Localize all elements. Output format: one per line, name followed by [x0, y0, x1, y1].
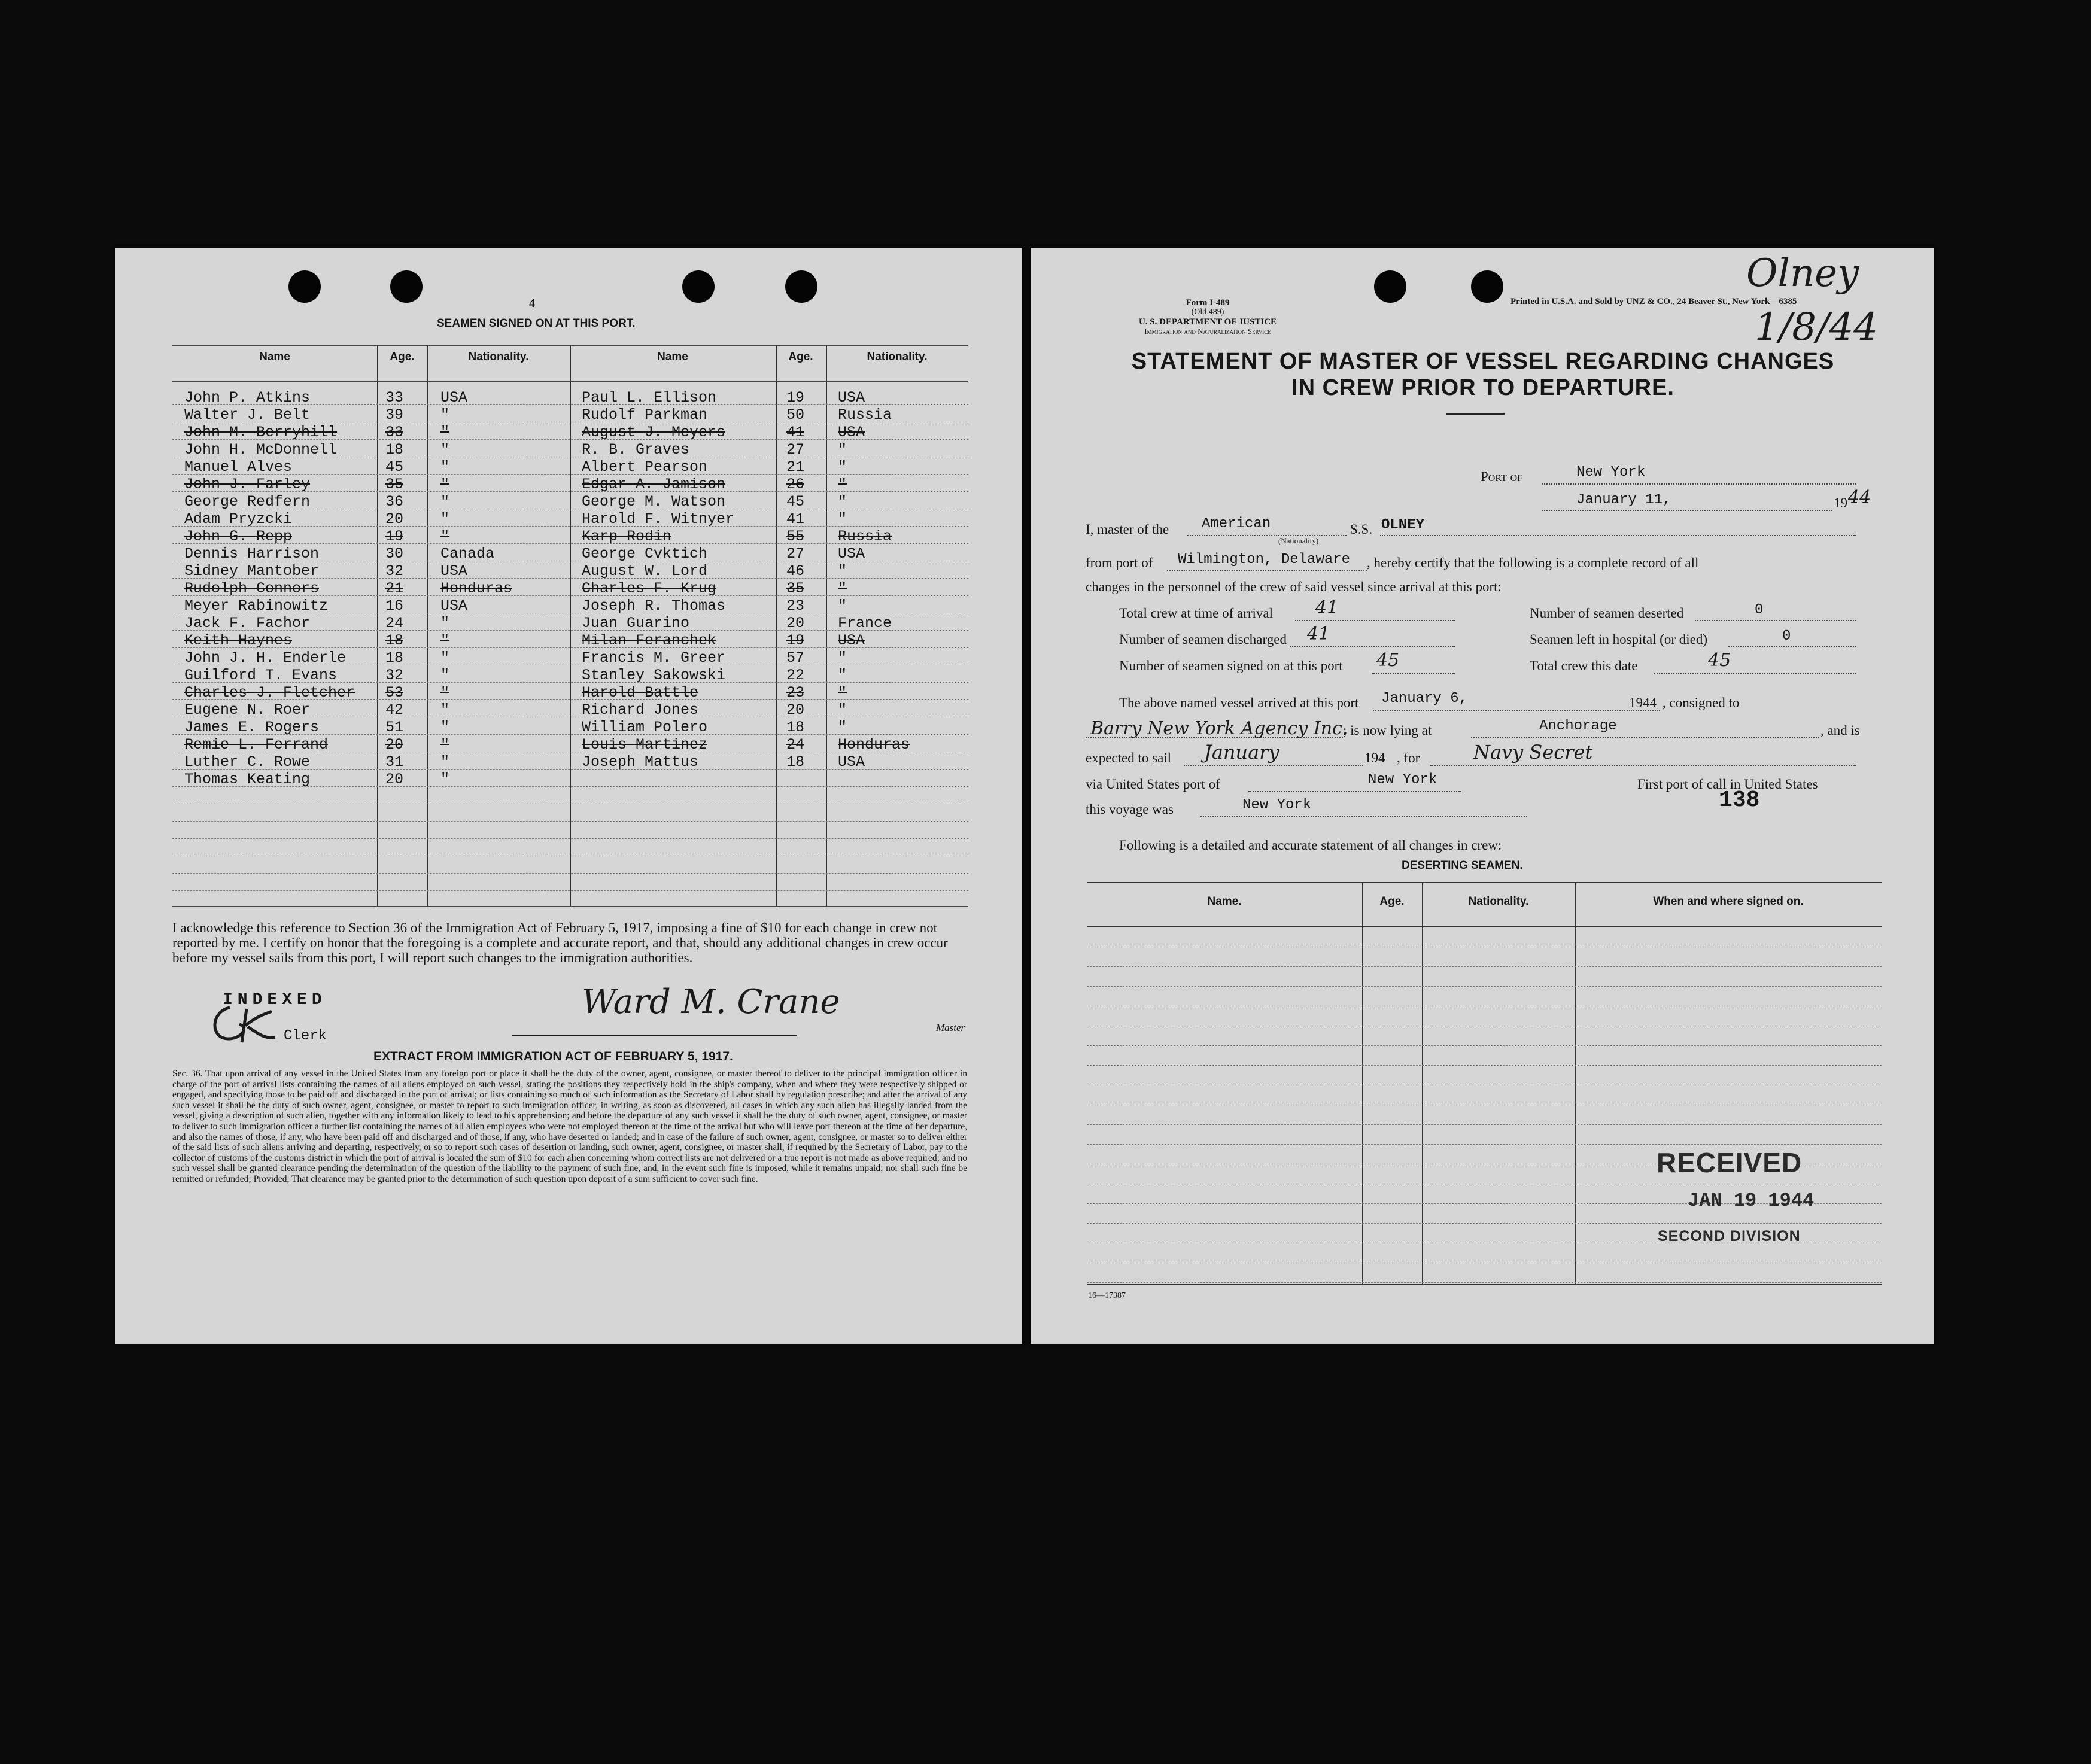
extract-heading: EXTRACT FROM IMMIGRATION ACT OF FEBRUARY 5, 1917. — [373, 1050, 733, 1063]
hospital-value: 0 — [1782, 628, 1791, 644]
section-36-text: Sec. 36. That upon arrival of any vessel in the United States from any foreign port or place it shall be the duty of the owner, agent, consignee, or master thereof to deliver to the principal immigration officer in charge of the port of arrival lists containing the names of all aliens employed on such vessel, stating the positions they respectively hold in the ship's company, when and where they were respectively shipped or engaged, and specifying those to be paid off and discharged in the port of arrival; or lists containing so much of such information as the Secretary of Labor shall by regulation prescribe; and after the arrival of any such vessel it shall be the duty of such owner, agent, consignee, or master to report to such immigration officer, in writing, as soon as discovered, all cases in which any such alien has illegally landed from the vessel, giving a description of such alien, together with any information likely to lead to his apprehension; and before the departure of any such vessel it shall be the duty of such owner, agent, consignee, or master to deliver to such immigration officer a further list containing the names of all alien employees who were not employed thereon at the time of the arrival but who will leave port thereon at the time of her departure, and also the names of those, if any, who have been paid off and discharged and of those, if any, who have deserted or landed; and in case of the failure of such owner, agent, consignee, or master so to deliver either of the said lists of such aliens arriving and departing, respectively, or so to report such cases of desertion or landing, such owner, agent, consignee, or master shall, if required by the Secretary of Labor, pay to the collector of customs of the customs district in which the port of arrival is located the sum of $10 for each alien concerning whom correct lists are not delivered or a true report is not made as above required; and no such vessel shall be granted clearance pending the determination of the question of the liability to the payment of such fine, and, in the event such fine is imposed, while it remains unpaid; nor shall such fine be remitted or refunded; Provided, That clearance may be granted prior to the determination of such question upon deposit of a sum sufficient to cover such fine. — [172, 1069, 967, 1184]
seaman-name: John J. H. Enderle — [184, 649, 347, 667]
seaman-nationality: " — [440, 424, 450, 441]
master-label: Master — [936, 1022, 965, 1033]
seaman-name: James E. Rogers — [184, 719, 320, 736]
col-name: Name — [259, 351, 290, 363]
via-label: via United States port of — [1086, 777, 1220, 792]
received-stamp: RECEIVED — [1657, 1147, 1803, 1178]
seaman-age: 21 — [385, 580, 404, 597]
seaman-name: Remie L. Ferrand — [184, 736, 329, 753]
seaman-age: 36 — [385, 493, 404, 510]
consigned-label: , consigned to — [1663, 695, 1740, 710]
seaman-nationality: " — [440, 684, 450, 701]
form-title-line1: STATEMENT OF MASTER OF VESSEL REGARDING CHANGES — [1131, 349, 1835, 374]
clerk-label: Clerk — [284, 1028, 327, 1044]
seaman-nationality: " — [440, 667, 450, 684]
deserted-label: Number of seamen deserted — [1530, 606, 1684, 621]
seaman-nationality: " — [440, 632, 450, 649]
seaman-name: Joseph R. Thomas — [582, 597, 726, 615]
seaman-age: 21 — [786, 458, 805, 476]
following-text: Following is a detailed and accurate statement of all changes in crew: — [1119, 838, 1502, 853]
voyage-label: this voyage was — [1086, 802, 1174, 817]
seaman-age: 18 — [385, 649, 404, 667]
seaman-nationality: " — [440, 441, 450, 458]
date-value: January 11, — [1576, 492, 1671, 508]
seaman-name: George Redfern — [184, 493, 311, 510]
seaman-name: Albert Pearson — [582, 458, 708, 476]
year-value: 44 — [1848, 487, 1871, 508]
seamen-signed-table — [172, 345, 968, 906]
seaman-age: 45 — [385, 458, 404, 476]
seaman-name: Charles F. Krug — [582, 580, 717, 597]
ss-label: S.S. — [1350, 522, 1373, 537]
lying-value: Anchorage — [1539, 718, 1617, 734]
handwritten-ship-name: Olney — [1746, 251, 1859, 296]
seaman-nationality: USA — [838, 545, 865, 562]
total-date-value: 45 — [1708, 650, 1731, 671]
seaman-age: 20 — [786, 701, 805, 719]
printer-line: Printed in U.S.A. and Sold by UNZ & CO., 24 Beaver St., New York—6385 — [1510, 297, 1797, 306]
lying-label: ; is now lying at — [1343, 723, 1432, 738]
from-port-label: from port of — [1086, 555, 1153, 570]
seaman-age: 20 — [385, 771, 404, 788]
ship-name: OLNEY — [1381, 517, 1425, 533]
seaman-name: Charles J. Fletcher — [184, 684, 355, 701]
seaman-nationality: USA — [838, 389, 865, 406]
form-title-line2: IN CREW PRIOR TO DEPARTURE. — [1291, 375, 1674, 400]
punch-hole — [390, 270, 423, 303]
port-of-label: Port of — [1481, 469, 1523, 484]
page-number: 4 — [529, 297, 535, 310]
seaman-age: 50 — [786, 406, 805, 424]
seaman-name: Keith Haynes — [184, 632, 293, 649]
seaman-age: 53 — [385, 684, 404, 701]
seaman-age: 32 — [385, 667, 404, 684]
seaman-nationality: Honduras — [838, 736, 910, 753]
seaman-name: Jack F. Fachor — [184, 615, 311, 632]
seaman-name: Francis M. Greer — [582, 649, 726, 667]
via-value: New York — [1368, 772, 1437, 788]
seaman-name: Dennis Harrison — [184, 545, 320, 562]
seaman-age: 35 — [786, 580, 805, 597]
seaman-name: Manuel Alves — [184, 458, 293, 476]
seaman-name: August W. Lord — [582, 562, 708, 580]
seaman-name: Stanley Sakowski — [582, 667, 726, 684]
seaman-name: George M. Watson — [582, 493, 726, 510]
nationality-caption: (Nationality) — [1278, 536, 1319, 545]
seaman-nationality: Russia — [838, 528, 892, 545]
col-name-2: Name — [657, 351, 688, 363]
voyage-value: New York — [1242, 797, 1312, 813]
col-age: Age. — [390, 351, 415, 363]
seaman-nationality: " — [838, 441, 847, 458]
arrived-label: The above named vessel arrived at this port — [1119, 695, 1359, 710]
seaman-nationality: " — [440, 528, 450, 545]
stamp-number: 138 — [1719, 787, 1760, 813]
col-nationality: Nationality. — [468, 351, 529, 363]
seaman-nationality: " — [838, 667, 847, 684]
acknowledgement-text: I acknowledge this reference to Section 36 of the Immigration Act of February 5, 1917, imposing a fine of $10 for each change in crew not reported by me. I certify on honor that the foregoing is a complete and accurate report, and that, should any additional changes in crew occur before my vessel sails from this port, I will report such changes to the immigration authorities. — [172, 920, 948, 965]
seaman-nationality: " — [440, 719, 450, 736]
seaman-name: Milan Feranchek — [582, 632, 717, 649]
seamen-signed-heading: SEAMEN SIGNED ON AT THIS PORT. — [437, 317, 636, 330]
seaman-age: 33 — [385, 389, 404, 406]
seaman-nationality: " — [838, 493, 847, 510]
seaman-name: Harold F. Witnyer — [582, 510, 735, 528]
seaman-age: 22 — [786, 667, 805, 684]
seaman-age: 41 — [786, 510, 805, 528]
handwritten-number: 1/8/44 — [1755, 305, 1878, 349]
seaman-name: Louis Martinez — [582, 736, 708, 753]
seaman-name: Rudolph Connors — [184, 580, 320, 597]
for-handwritten: Navy Secret — [1473, 741, 1593, 764]
seaman-name: William Polero — [582, 719, 708, 736]
seaman-name: R. B. Graves — [582, 441, 690, 458]
seaman-nationality: " — [440, 649, 450, 667]
seaman-age: 20 — [786, 615, 805, 632]
seaman-nationality: USA — [440, 597, 468, 615]
seaman-name: Guilford T. Evans — [184, 667, 338, 684]
seaman-age: 18 — [385, 632, 404, 649]
seaman-name: John G. Repp — [184, 528, 293, 545]
seaman-age: 16 — [385, 597, 404, 615]
seaman-name: Rudolf Parkman — [582, 406, 708, 424]
seaman-age: 32 — [385, 562, 404, 580]
seaman-age: 24 — [385, 615, 404, 632]
seaman-nationality: " — [440, 771, 450, 788]
seaman-nationality: Canada — [440, 545, 495, 562]
port-of-value: New York — [1576, 464, 1646, 480]
signed-on-value: 45 — [1376, 650, 1400, 671]
seaman-age: 46 — [786, 562, 805, 580]
signature-line — [512, 1035, 797, 1036]
title-underline — [1446, 413, 1505, 415]
seaman-age: 26 — [786, 476, 805, 493]
for-label: , for — [1397, 750, 1420, 765]
desert-col-nationality: Nationality. — [1468, 895, 1529, 908]
seaman-name: Karp Rodin — [582, 528, 672, 545]
seaman-age: 30 — [385, 545, 404, 562]
seaman-nationality: " — [440, 736, 450, 753]
seaman-age: 27 — [786, 441, 805, 458]
desert-col-name: Name. — [1207, 895, 1242, 908]
seaman-age: 55 — [786, 528, 805, 545]
seaman-nationality: " — [838, 580, 847, 597]
seaman-nationality: " — [838, 562, 847, 580]
form-number: Form I-489 — [1186, 298, 1230, 308]
seaman-nationality: USA — [838, 753, 865, 771]
seaman-nationality: " — [440, 406, 450, 424]
service: Immigration and Naturalization Service — [1144, 327, 1271, 336]
seaman-nationality: " — [440, 458, 450, 476]
seaman-nationality: " — [838, 649, 847, 667]
seaman-nationality: " — [838, 701, 847, 719]
seaman-name: Juan Guarino — [582, 615, 690, 632]
seaman-age: 18 — [786, 719, 805, 736]
seaman-nationality: " — [838, 510, 847, 528]
clerk-initials — [205, 1003, 288, 1051]
sail-year: 194 — [1364, 750, 1385, 765]
seaman-name: Eugene N. Roer — [184, 701, 311, 719]
seaman-nationality: " — [838, 476, 847, 493]
punch-hole — [682, 270, 715, 303]
punch-hole — [1471, 270, 1503, 303]
col-age-2: Age. — [788, 351, 813, 363]
first-port-label: First port of call in United States — [1637, 777, 1818, 792]
right-page — [1031, 248, 1934, 1344]
punch-hole — [785, 270, 817, 303]
seaman-name: Luther C. Rowe — [184, 753, 311, 771]
seaman-age: 31 — [385, 753, 404, 771]
seaman-age: 24 — [786, 736, 805, 753]
seaman-age: 35 — [385, 476, 404, 493]
arrived-year: 1944 — [1629, 695, 1657, 710]
seaman-age: 45 — [786, 493, 805, 510]
consignee-handwritten: Barry New York Agency Inc. — [1090, 718, 1348, 739]
seaman-nationality: Russia — [838, 406, 892, 424]
seaman-age: 33 — [385, 424, 404, 441]
seaman-name: Harold Battle — [582, 684, 699, 701]
arrived-value: January 6, — [1381, 691, 1468, 707]
discharged-value: 41 — [1307, 624, 1330, 644]
desert-col-age: Age. — [1379, 895, 1405, 908]
seaman-age: 19 — [786, 632, 805, 649]
seaman-nationality: " — [838, 458, 847, 476]
punch-hole — [1374, 270, 1406, 303]
deserting-heading: DESERTING SEAMEN. — [1402, 859, 1523, 872]
seaman-nationality: " — [838, 597, 847, 615]
seaman-nationality: Honduras — [440, 580, 513, 597]
discharged-label: Number of seamen discharged — [1119, 632, 1287, 647]
seaman-name: John M. Berryhill — [184, 424, 338, 441]
seaman-age: 23 — [786, 597, 805, 615]
seaman-nationality: " — [440, 493, 450, 510]
punch-hole — [288, 270, 321, 303]
seaman-name: Joseph Mattus — [582, 753, 699, 771]
seaman-name: Sidney Mantober — [184, 562, 320, 580]
seaman-name: August J. Meyers — [582, 424, 726, 441]
deserted-value: 0 — [1755, 602, 1764, 618]
seaman-nationality: " — [838, 719, 847, 736]
deserting-seamen-table — [1087, 882, 1882, 1284]
seaman-nationality: " — [440, 753, 450, 771]
seaman-age: 41 — [786, 424, 805, 441]
print-code: 16—17387 — [1088, 1291, 1126, 1300]
desert-col-signed-on: When and where signed on. — [1653, 895, 1804, 908]
received-date-stamp: JAN 19 1944 — [1688, 1190, 1815, 1212]
seaman-age: 19 — [786, 389, 805, 406]
seaman-age: 18 — [385, 441, 404, 458]
seaman-nationality: " — [440, 510, 450, 528]
expected-handwritten: January — [1204, 741, 1279, 764]
total-arrival-value: 41 — [1315, 597, 1339, 618]
seaman-age: 51 — [385, 719, 404, 736]
seaman-name: Adam Pryzcki — [184, 510, 293, 528]
seaman-name: John H. McDonnell — [184, 441, 338, 458]
department: U. S. DEPARTMENT OF JUSTICE — [1138, 317, 1277, 327]
indexed-stamp: INDEXED — [223, 991, 327, 1009]
and-is: , and is — [1820, 723, 1860, 738]
year-prefix: 19 — [1834, 495, 1847, 510]
seaman-name: Walter J. Belt — [184, 406, 311, 424]
seaman-age: 39 — [385, 406, 404, 424]
seaman-nationality: France — [838, 615, 892, 632]
certify-text: , hereby certify that the following is a complete record of all — [1367, 555, 1699, 570]
seaman-name: Edgar A. Jamison — [582, 476, 726, 493]
seaman-nationality: " — [440, 476, 450, 493]
seaman-age: 27 — [786, 545, 805, 562]
seaman-name: Paul L. Ellison — [582, 389, 717, 406]
col-nationality-2: Nationality. — [867, 351, 928, 363]
expected-label: expected to sail — [1086, 750, 1172, 765]
seaman-age: 23 — [786, 684, 805, 701]
seaman-nationality: USA — [440, 389, 468, 406]
nationality-value: American — [1202, 516, 1271, 532]
seaman-nationality: USA — [440, 562, 468, 580]
seaman-name: Meyer Rabinowitz — [184, 597, 329, 615]
total-date-label: Total crew this date — [1530, 658, 1638, 673]
seaman-age: 20 — [385, 510, 404, 528]
signed-on-label: Number of seamen signed on at this port — [1119, 658, 1343, 673]
seaman-nationality: USA — [838, 424, 865, 441]
master-signature: Ward M. Crane — [582, 983, 840, 1021]
seaman-name: George Cvktich — [582, 545, 708, 562]
seaman-nationality: " — [440, 701, 450, 719]
seaman-nationality: " — [838, 684, 847, 701]
seaman-nationality: USA — [838, 632, 865, 649]
division-stamp: SECOND DIVISION — [1658, 1228, 1801, 1245]
seaman-nationality: " — [440, 615, 450, 632]
seaman-age: 42 — [385, 701, 404, 719]
seaman-age: 20 — [385, 736, 404, 753]
form-old: (Old 489) — [1191, 308, 1224, 317]
seaman-name: Thomas Keating — [184, 771, 311, 788]
master-of-label: I, master of the — [1086, 522, 1169, 537]
seaman-name: John J. Farley — [184, 476, 311, 493]
seaman-age: 19 — [385, 528, 404, 545]
hospital-label: Seamen left in hospital (or died) — [1530, 632, 1708, 647]
seaman-name: Richard Jones — [582, 701, 699, 719]
from-port-value: Wilmington, Delaware — [1178, 552, 1351, 568]
changes-text: changes in the personnel of the crew of said vessel since arrival at this port: — [1086, 579, 1502, 594]
seaman-age: 57 — [786, 649, 805, 667]
left-page — [115, 248, 1022, 1344]
seaman-age: 18 — [786, 753, 805, 771]
total-arrival-label: Total crew at time of arrival — [1119, 606, 1274, 621]
seaman-name: John P. Atkins — [184, 389, 311, 406]
